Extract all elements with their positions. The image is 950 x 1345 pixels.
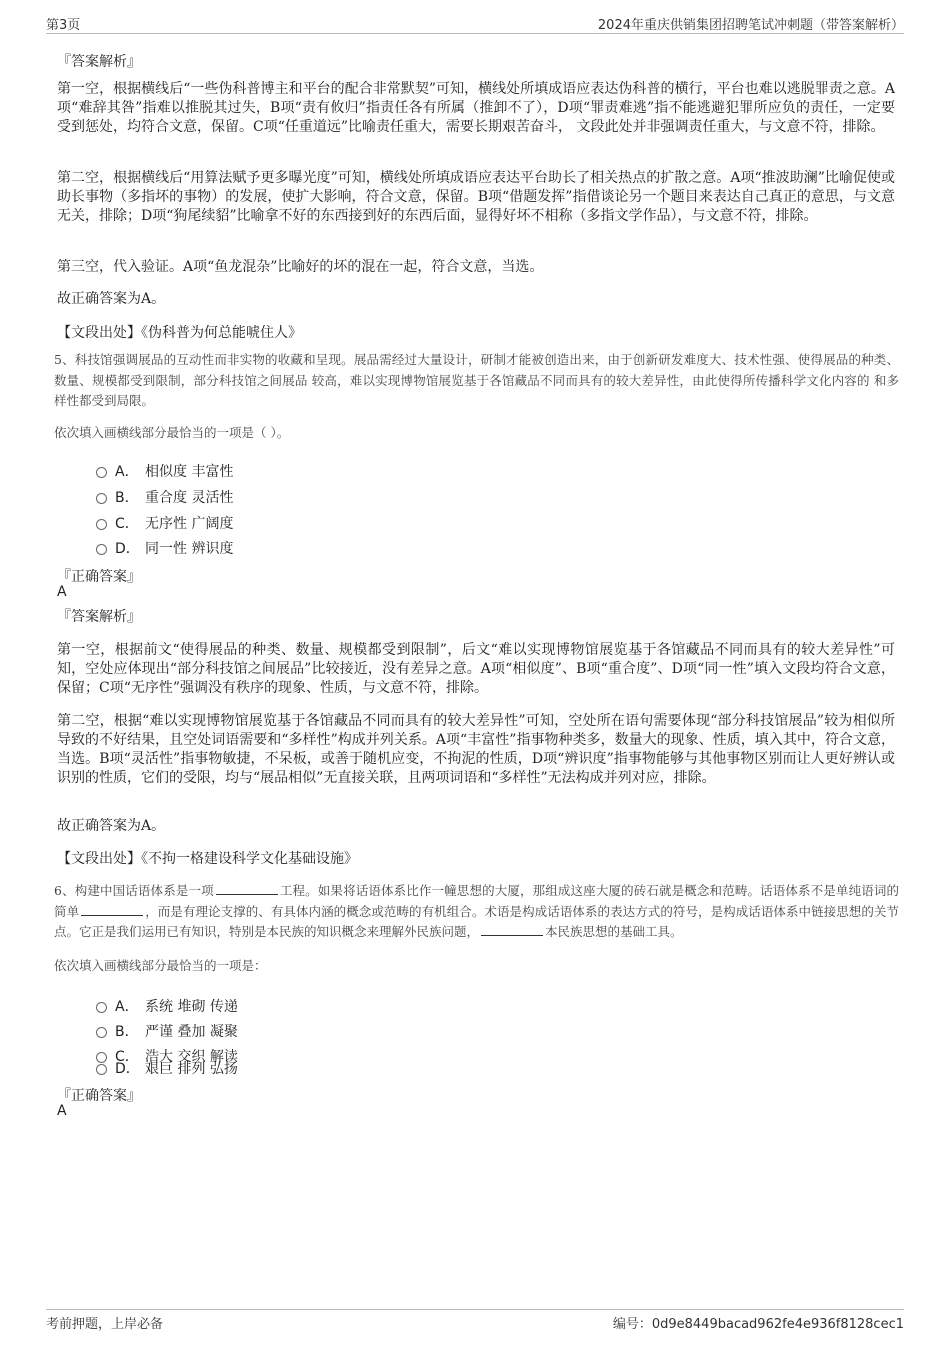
option-letter: A． (115, 464, 139, 480)
radio-icon[interactable] (96, 493, 107, 504)
option-a[interactable] (96, 996, 238, 1016)
option-letter: C． (115, 1049, 139, 1065)
option-text: 同一性 辨识度 (145, 541, 234, 557)
analysis-paragraph: 第一空，根据前文“使得展品的种类、数量、规模都受到限制”，后文“难以实现博物馆展览基于各馆藏品不同而具有的较大差异性”可知，空处应体现出“部分科技馆之间展品”比较接近，没有差异之意。A项“相似度”、B项“重合度”、D项“同一性”填入文段均符合文意，保留；C项“无序性”强调没有秩序的现象、性质，与文意不符，排除。 (57, 642, 895, 696)
option-letter: D． (115, 1061, 140, 1077)
option-d[interactable] (96, 538, 233, 558)
radio-icon[interactable] (96, 519, 107, 530)
correct-answer-label: 『正确答案』 (57, 1088, 141, 1104)
option-text: 艰巨 排列 弘扬 (145, 1061, 238, 1077)
option-a[interactable] (96, 461, 233, 481)
option-c[interactable] (96, 513, 233, 533)
analysis-paragraph: 第三空，代入验证。A项“鱼龙混杂”比喻好的坏的混在一起，符合文意，当选。 (57, 259, 544, 275)
conclusion: 故正确答案为A。 (57, 818, 166, 834)
radio-icon[interactable] (96, 544, 107, 555)
option-letter: A． (115, 999, 139, 1015)
question-stem: 5、科技馆强调展品的互动性而非实物的收藏和呈现。展品需经过大量设计，研制才能被创造出来，由于创新研发难度大、技术性强、使得展品的种类、数量、规模都受到限制，部分科技馆之间展品 较高，难以实现博物馆展览基于各馆藏品不同而具有的较大差异性，由此使得所传播科学文化内容的 和多样性都受到局限。 (54, 352, 899, 408)
option-text: 无序性 广阔度 (145, 516, 234, 532)
document-title: 2024年重庆供销集团招聘笔试冲刺题（带答案解析） (597, 18, 904, 33)
option-text: 重合度 灵活性 (145, 490, 234, 506)
question-prompt: 依次填入画横线部分最恰当的一项是： (54, 958, 267, 973)
analysis-paragraph: 第二空，根据横线后“用算法赋予更多曝光度”可知，横线处所填成语应表达平台助长了相关热点的扩散之意。A项“推波助澜”比喻促使或助长事物（多指坏的事物）的发展，使扩大影响，符合文意，保留。B项“借题发挥”指借谈论另一个题目来表达自己真正的意思，与文意无关，排除；D项“狗尾续貂”比喻拿不好的东西接到好的东西后面，显得好坏不相称（多指文学作品），与文意不符，排除。 (57, 170, 895, 224)
correct-answer: A (57, 584, 67, 600)
option-letter: B． (115, 490, 139, 506)
option-text: 严谨 叠加 凝聚 (145, 1024, 238, 1040)
footer-divider (46, 1309, 904, 1310)
correct-answer: A (57, 1103, 67, 1119)
source-citation: 【文段出处】《伪科普为何总能唬住人》 (57, 325, 302, 341)
option-text: 系统 堆砌 传递 (145, 999, 238, 1015)
document-code: 编号：0d9e8449bacad962fe4e936f8128cec1 (612, 1317, 904, 1332)
option-letter: B． (115, 1024, 139, 1040)
question-prompt: 依次填入画横线部分最恰当的一项是（ ）。 (54, 425, 290, 440)
option-text: 相似度 丰富性 (145, 464, 234, 480)
analysis-label: 『答案解析』 (57, 54, 141, 70)
footer-slogan: 考前押题，上岸必备 (46, 1317, 164, 1332)
option-d[interactable] (96, 1058, 238, 1078)
option-letter: D． (115, 541, 140, 557)
analysis-paragraph: 第一空，根据横线后“一些伪科普博主和平台的配合非常默契”可知，横线处所填成语应表达伪科普的横行，平台也难以逃脱罪责之意。A项“难辞其咎”指难以推脱其过失，B项“责有攸归”指责任各有所属（推卸不了），D项“罪责难逃”指不能逃避犯罪所应负的责任，一定要受到惩处，均符合文意，保留。C项“任重道远”比喻责任重大，需要长期艰苦奋斗， 文段此处并非强调责任重大，与文意不符，排除。 (57, 81, 895, 135)
fill-blank (81, 902, 143, 916)
analysis-label: 『答案解析』 (57, 609, 141, 625)
question-stem: 6、构建中国话语体系是一项 工程。如果将话语体系比作一幢思想的大厦，那组成这座大厦的砖石就是概念和范畴。话语体系不是单纯语词的简单 ，而是有理论支撑的、有具体内涵的概念或范畴的有机组合。术语是构成话语体系的表达方式的符号，是构成话语体系中链接思想的关节点。它正是我们运用已有知识，特别是本民族的知识概念来理解外民族问题， 本民族思想的基础工具。 (54, 883, 899, 939)
radio-icon[interactable] (96, 1027, 107, 1038)
option-text: 浩大 交织 解读 (145, 1049, 238, 1065)
source-citation: 【文段出处】《不拘一格建设科学文化基础设施》 (57, 851, 358, 867)
analysis-paragraph: 第二空，根据“难以实现博物馆展览基于各馆藏品不同而具有的较大差异性”可知，空处所在语句需要体现“部分科技馆展品”较为相似所导致的不好结果，且空处词语需要和“多样性”构成并列关系。A项“丰富性”指事物种类多，数量大的现象、性质，填入其中，符合文意，当选。B项“灵活性”指事物敏捷，不呆板，或善于随机应变，不拘泥的性质，D项“辨识度”指事物能够与其他事物区别而让人更好辨认或识别的性质，它们的受限，均与“展品相似”无直接关联，且两项词语和“多样性”无法构成并列对应，排除。 (57, 713, 895, 786)
header-divider (46, 33, 904, 34)
radio-icon[interactable] (96, 1002, 107, 1013)
correct-answer-label: 『正确答案』 (57, 569, 141, 585)
fill-blank (481, 922, 543, 936)
option-b[interactable] (96, 487, 233, 507)
option-letter: C． (115, 516, 139, 532)
page-number: 第3页 (46, 18, 81, 33)
fill-blank (216, 881, 278, 895)
radio-icon[interactable] (96, 467, 107, 478)
option-b[interactable] (96, 1021, 238, 1041)
conclusion: 故正确答案为A。 (57, 291, 166, 307)
radio-icon[interactable] (96, 1064, 107, 1075)
